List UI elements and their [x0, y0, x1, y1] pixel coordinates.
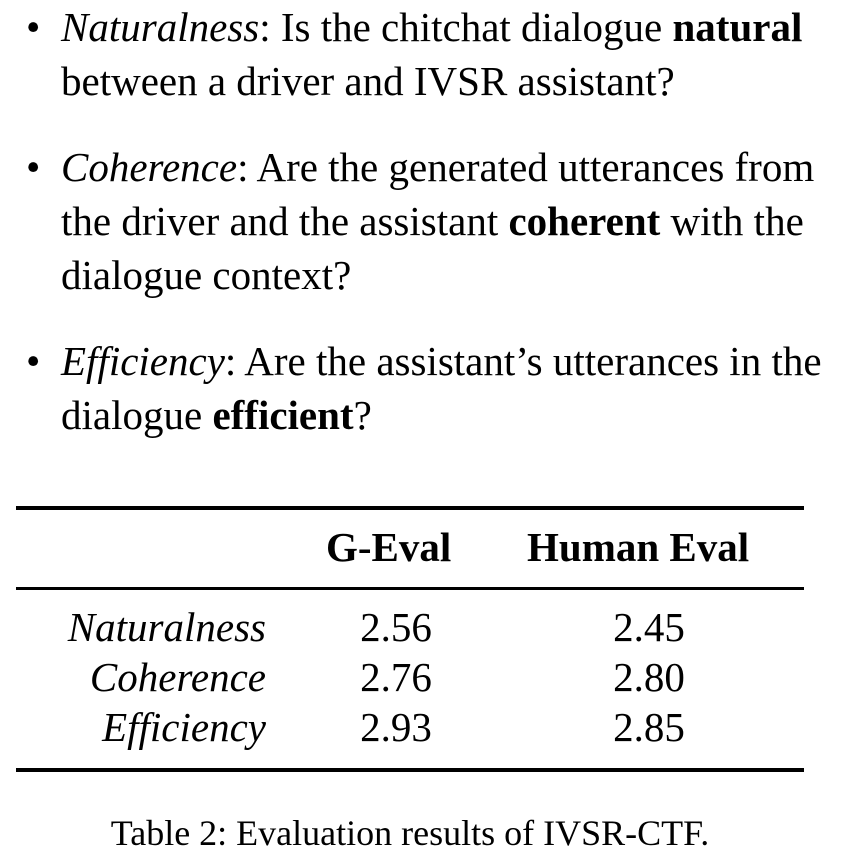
bullet-text — [61, 140, 860, 302]
human-eval-value: 2.85 — [613, 704, 685, 750]
bullet-text-part: : Are the assistant’s utterances in the — [224, 338, 822, 384]
g-eval-value: 2.76 — [360, 654, 432, 700]
row-label: Coherence — [89, 654, 266, 700]
bullet-text-part: ? — [353, 392, 372, 438]
table-caption: Table 2: Evaluation results of IVSR-CTF. — [110, 813, 710, 853]
row-label: Efficiency — [102, 704, 266, 750]
bullet-term: Naturalness — [61, 4, 260, 50]
column-header-human-eval: Human Eval — [527, 524, 750, 570]
bullet-text-part: : Are the generated utterances from — [237, 144, 815, 190]
column-header-g-eval: G-Eval — [326, 524, 452, 570]
bullet-line — [61, 388, 860, 442]
bullet-bold-keyword: natural — [672, 4, 803, 50]
bullet-icon: • — [26, 338, 41, 384]
human-eval-value: 2.45 — [613, 604, 685, 650]
g-eval-value: 2.93 — [360, 704, 432, 750]
bullet-term: Coherence — [61, 144, 238, 190]
bullet-line — [61, 194, 860, 248]
bullet-icon: • — [26, 4, 41, 50]
bullet-text-part: with the — [660, 198, 804, 244]
row-label: Naturalness — [67, 604, 266, 650]
bullet-term: Efficiency — [61, 338, 225, 384]
g-eval-value: 2.56 — [360, 604, 432, 650]
bullet-bold-keyword: coherent — [508, 198, 661, 244]
bullet-line: dialogue context? — [61, 252, 352, 298]
table-top-rule — [16, 506, 804, 510]
bullet-bold-keyword: efficient — [212, 392, 354, 438]
bullet-text — [61, 334, 860, 442]
bullet-line — [61, 0, 860, 54]
bullet-text-part: the driver and the assistant — [61, 198, 509, 244]
bullet-icon: • — [26, 144, 41, 190]
bullet-text-part: dialogue — [61, 392, 213, 438]
bullet-line: between a driver and IVSR assistant? — [61, 58, 675, 104]
human-eval-value: 2.80 — [613, 654, 685, 700]
table-bottom-rule — [16, 768, 804, 772]
results-table — [16, 506, 804, 774]
bullet-line — [61, 140, 860, 194]
table-header-rule — [16, 587, 804, 590]
bullet-line — [61, 334, 860, 388]
bullet-text — [61, 0, 860, 108]
bullet-text-part: : Is the chitchat dialogue — [259, 4, 673, 50]
